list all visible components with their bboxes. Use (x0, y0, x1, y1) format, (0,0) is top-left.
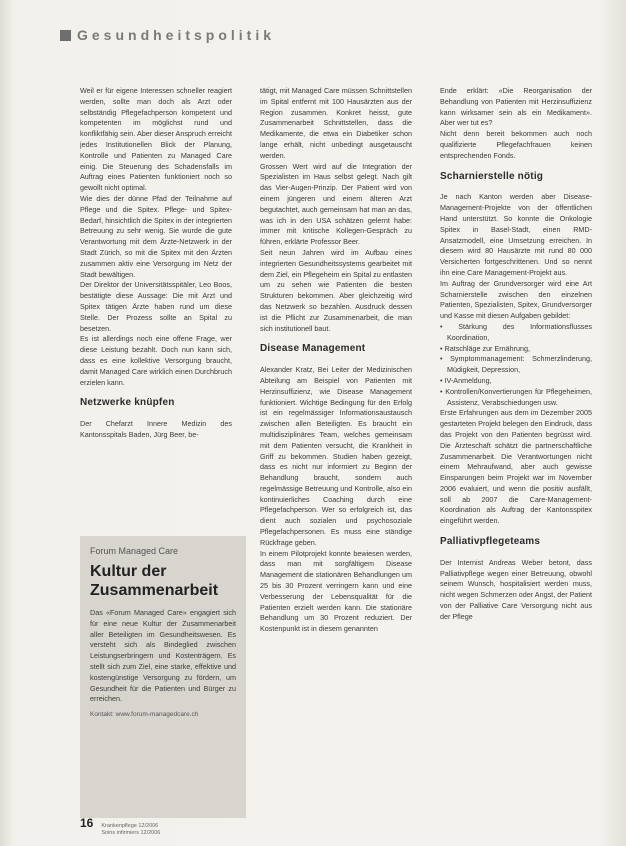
subheading: Palliativpflegeteams (440, 536, 541, 548)
body-paragraph: Wie dies der dünne Pfad der Teilnahme auf Pflege und die Spitex. Pflege- und Spitex-Bedarf, hinsichtlich die Spitex in der integrierten Betreuung zu sehr wenig. Sie wurde die gute Verantwortung mit dem Ärzte-Netzwerk in der Stadt Zürich, so mit die Spitex mit den Ärzten zusammen aktiv eine Versorgung im Netz der Stadt bewältigen. (80, 193, 232, 279)
page-number: 16 (80, 816, 94, 830)
info-box (80, 536, 246, 818)
section-header (60, 27, 275, 43)
body-paragraph: Der Direktor der Universitätsspitäler, Leo Boos, bestätigte diese Aussage: Die mit Arzt und Spitex tätigen Ärzte haben rund um diese Stelle. Der Prozess sollte an Spital zu besetzen. (80, 280, 232, 333)
body-paragraph: Der Chefarzt Innere Medizin des Kantonsspitals Baden, Jürg Beer, be- (80, 419, 232, 439)
publication-line: Krankenpflege 12/2006 (101, 823, 159, 829)
body-paragraph: Erste Erfahrungen aus dem im Dezember 2005 gestarteten Projekt belegen den Eindruck, dass das Projekt von den Patienten begrüsst wird. Die Ärzteschaft schätzt die partnerschaftliche Zusammenarbeit. Die Verantwortungen nicht einem Mehraufwand, aber auch gewisse Einsparungen beim Projekt war im November 2006 evaluiert, und wenn die positiv ausfällt, soll ab 2007 die Care-Management-Koordination als Auftrag der Kantonsspitex eingeführt werden. (440, 408, 592, 526)
box-text: Das «Forum Managed Care» engagiert sich für eine neue Kultur der Zusammenarbeit aller Beteiligten im Gesundheitswesen. Es versteht sich als Bindeglied zwischen Leistungserbringern und Kostenträgern. Es stellt sich zum Ziel, eine starke, effektive und kostengünstige Versorgung zu fördern, um Gesundheit für die Patienten und Bürger zu erreichen. (90, 608, 236, 704)
body-paragraph: Es ist allerdings noch eine offene Frage, wer diese Leistung bezahlt. Doch nun kann sich, dass es eine kollektive Versorgung braucht, damit Managed Care wirklich einen Durchbruch erzielen kann. (80, 334, 232, 387)
column-3 (440, 86, 592, 623)
subheading: Netzwerke knüpfen (80, 397, 175, 409)
task-list (440, 322, 592, 408)
publication-line: Soins infirmiers 12/2006 (101, 830, 161, 836)
subheading: Scharnierstelle nötig (440, 170, 544, 182)
body-paragraph: Alexander Kratz, Bei Leiter der Medizinischen Abteilung am Beispiel von Patienten mit Herzinsuffizienz, wie Disease Management funktioniert. Wichtige Bedingung für den Erfolg ist ein regelmässiger Informationsaustausch zwischen allen Beteiligten. Es braucht ein multidisziplinäres Team, welches gemeinsam mit dem Patienten versucht, die Krankheit in Griff zu bekommen. Studien haben gezeigt, dass es nicht nur informiert zu Beginn der Behandlung braucht, sondern auch regelmässige Betreuung und Kontrolle, also ein kontinuierliches Coaching durch eine Pflegefachperson. Wer so erfolgreich ist, das dient auch sozialen und psychosoziale Pflegefachpersonen. Es muss eine ständige Rückfrage geben. (260, 365, 412, 547)
body-paragraph: Je nach Kanton werden aber Disease-Management-Projekte von der öffentlichen Hand unterstützt. So konnte die Onkologie Spitex in Basel-Stadt, einen RMD-Ansatzmodell, eine Umsetzung erreichen. In diesem wird 80 Hausärzte mit rund 80 000 Versicherten fortgeschrittenen. Und so nennt ihn eine Care Management-Projekt aus. (440, 192, 592, 277)
body-paragraph: Weil er für eigene Interessen schneller reagiert werden, sollte man doch als Arzt oder selbständig Pflegefachperson kompetent und kompetenten im möglichst rund und konfliktfähig sein. Aber dieser Anspruch erreicht jedes Institutionellen Blick der Planung, Kontrolle und Patienten zu Managed Care einig. Die Steuerung des Schadensfalls im Auftrag eines Patienten funktioniert noch so gewollt nicht optimal. (80, 86, 232, 193)
body-paragraph: Nicht denn bereit bekommen auch noch qualifizierte Pflegefachfrauen keinen entsprechenden Fonds. (440, 129, 592, 160)
box-contact-link[interactable]: Kontakt: www.forum-managedcare.ch (90, 711, 199, 719)
body-paragraph: Ende erklärt: «Die Reorganisation der Behandlung von Patienten mit Herzinsuffizienz kann wirksamer sein als ein Medikament». Aber wer tut es? (440, 86, 592, 128)
body-paragraph: tätigt, mit Managed Care müssen Schnittstellen im Spital entfernt mit 100 Hausärzten aus der Region zusammen. Konkret heisst, gute Zusammenarbeit Schnittstellen, dass die Medikamente, die etwa ein Diabetiker schon lange erhält, nicht unbedingt ausgetauscht werden. (260, 86, 412, 160)
section-title: Gesundheitspolitik (77, 27, 276, 43)
body-paragraph: In einem Pilotprojekt konnte bewiesen werden, dass man mit sorgfältigem Disease Management die stationären Behandlungen um 25 bis 30 Prozent verringern kann und eine Verbesserung der Lebensqualität für die Patienten erzielt werden kann. Die stationäre Behandlung um 30 Prozent reduziert. Der Kostenpunkt ist in diesem genannten (260, 548, 412, 634)
list-item: • Symptommanagement: Schmerzlinderung, Müdigkeit, Depression, (440, 354, 592, 376)
box-title: Kultur der Zusammenarbeit (90, 563, 219, 599)
body-paragraph: Der Internist Andreas Weber betont, dass Palliativpflege wegen einer Betreuung, obwohl seinem Wunsch, hospitalisiert werden muss, nicht wegen Schmerzen oder Angst, der Patient von der Palliative Care Versorgung nicht aus der Pflege (440, 557, 592, 621)
list-item: • Stärkung des Informationsflusses Koordination, (440, 322, 592, 344)
list-item: • IV-Anmeldung, (440, 376, 592, 387)
body-paragraph: Im Auftrag der Grundversorger wird eine Art Scharnierstelle zwischen den einzelnen Patienten, Spezialisten, Spitex, Grundversorger und Kasse mit diesen Aufgaben gebildet: (440, 278, 592, 321)
column-1 (80, 86, 232, 441)
section-square-icon (60, 30, 71, 41)
publication-info (101, 823, 160, 837)
column-2 (260, 86, 412, 635)
list-item: • Ratschläge zur Ernährung, (440, 344, 592, 355)
body-paragraph: Seit neun Jahren wird im Aufbau eines integrierten Gesundheitssystems gearbeitet mit dem Ziel, ein Pflegeheim ein Spital zu entlasten um zu sehen wie Patienten die besten Strukturen bekommen. Aber gleichzeitig wird das Netzwerk so bezahlen. Ausdruck dessen ist die Pflicht zur Zusammenarbeit, die man sich institutionell baut. (260, 247, 412, 333)
list-item: • Kontrollen/Konvertierungen für Pflegeheimen, Assistenz, Verabschiedungen usw. (440, 387, 592, 409)
page-footer (80, 816, 160, 837)
subheading: Disease Management (260, 343, 366, 355)
body-paragraph: Grossen Wert wird auf die Integration der Spezialisten im Haus selbst gelegt. Nach gilt das Vier-Augen-Prinzip. Der Patient wird von einem jüngeren und einem älteren Arzt begutachtet, auch gemeinsam hat man an das, was ich in den USA schätzen gelernt habe: immer mit kritische Kollegen-Gespräch zu führen, erklärte Professor Beer. (260, 161, 412, 247)
box-eyebrow: Forum Managed Care (90, 546, 179, 556)
